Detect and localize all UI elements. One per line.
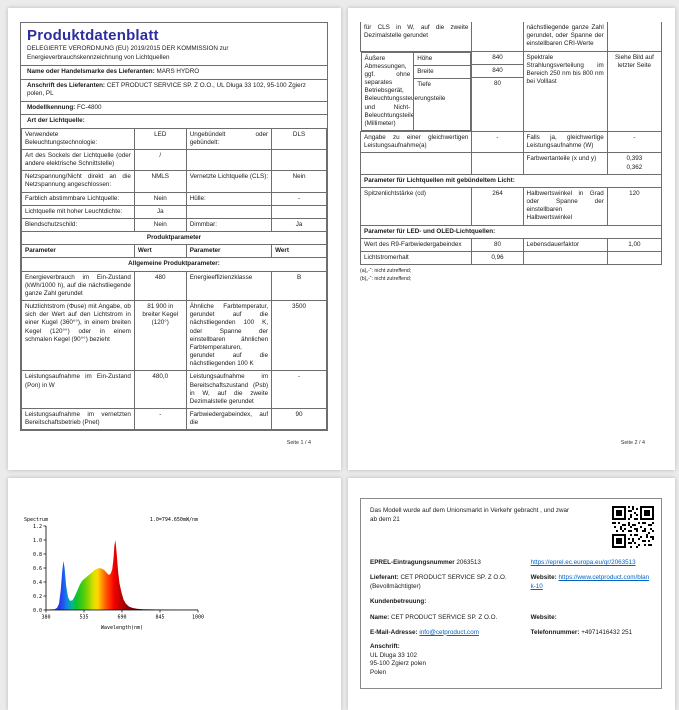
supplier-cell bbox=[370, 573, 531, 591]
param-value bbox=[272, 149, 327, 170]
name-value: CET PRODUCT SERVICE SP. Z O.O. bbox=[391, 613, 498, 621]
customer-service-header-row bbox=[370, 597, 652, 606]
param-label: Leistungsaufnahme im vernetzten Bereitschaftsbetrieb (Pnet) bbox=[22, 409, 135, 430]
document-page-4 bbox=[348, 478, 675, 710]
column-header: Parameter bbox=[186, 245, 271, 258]
param-label: Halbwertswinkel in Grad oder Spanne der einstellbaren Halbwertswinkel bbox=[523, 187, 607, 225]
section-header-row bbox=[361, 225, 662, 238]
param-value: DLS bbox=[272, 128, 327, 149]
param-value: Nein bbox=[272, 171, 327, 192]
supplier-address-row bbox=[21, 80, 327, 102]
source-type-header: Art der Lichtquelle: bbox=[27, 117, 85, 124]
y-tick-label: 0.2 bbox=[32, 593, 42, 600]
supplier-name-row bbox=[21, 66, 327, 80]
datasheet-box bbox=[20, 22, 328, 431]
table-row bbox=[22, 271, 327, 301]
param-label bbox=[361, 153, 472, 174]
y-tick-label: 1.0 bbox=[32, 537, 42, 544]
table-row bbox=[361, 251, 662, 264]
supplier-name-label: Name oder Handelsmarke des Lieferanten: bbox=[27, 68, 155, 75]
param-label: Farbwertanteile (x und y) bbox=[523, 153, 607, 174]
dim-width-label: Breite bbox=[414, 66, 470, 79]
spectrum-chart bbox=[22, 512, 218, 641]
page-footer: Seite 1 / 4 bbox=[286, 440, 311, 446]
website-link[interactable]: https://www.cetproduct.com/blank-10 bbox=[530, 574, 650, 591]
param-value: Nein bbox=[134, 218, 186, 231]
address-block bbox=[370, 643, 652, 678]
eprel-cell bbox=[370, 558, 531, 567]
document-page-3 bbox=[8, 478, 341, 710]
table-row bbox=[361, 153, 662, 174]
qr-code bbox=[612, 506, 654, 548]
contact-box bbox=[360, 498, 662, 689]
y-tick-label: 0.6 bbox=[32, 565, 42, 572]
column-header: Wert bbox=[272, 245, 327, 258]
dim-depth-label: Tiefe bbox=[417, 80, 431, 88]
product-parameter-header: Produktparameter bbox=[22, 232, 327, 245]
param-value bbox=[607, 22, 661, 51]
param-label: Art des Sockels der Lichtquelle (oder andere elektrische Schnittstelle) bbox=[22, 149, 135, 170]
spectrum-chart-svg bbox=[22, 512, 218, 636]
supplier-row bbox=[370, 573, 652, 591]
document-page-1 bbox=[8, 8, 341, 470]
name-row bbox=[370, 613, 652, 622]
param-label: Lichtstromerhalt bbox=[361, 251, 472, 264]
email-label: E-Mail-Adresse: bbox=[370, 628, 418, 636]
table-row bbox=[22, 371, 327, 409]
name-cell bbox=[370, 613, 531, 622]
param-label: Energieeffizienzklasse bbox=[186, 271, 271, 301]
address-line-1: UL Dluga 33 102 bbox=[370, 651, 418, 659]
dimensions-row bbox=[361, 51, 662, 132]
param-value: - bbox=[472, 132, 523, 153]
param-value: 80 bbox=[472, 238, 523, 251]
table-row bbox=[22, 301, 327, 371]
regulation-subtitle: DELEGIERTE VERORDNUNG (EU) 2019/2015 DER KOMMISSION zur Energieverbrauchskennzeichnung von Lichtquellen bbox=[21, 45, 327, 66]
param-label: Ungebündelt oder gebündelt: bbox=[186, 128, 271, 149]
section-header-row bbox=[22, 258, 327, 271]
param-label: Vernetzte Lichtquelle (CLS): bbox=[186, 171, 271, 192]
email-row bbox=[370, 628, 652, 637]
model-value: FC-4800 bbox=[77, 103, 102, 111]
param-value: Ja bbox=[134, 205, 186, 218]
param-value: 264 bbox=[472, 187, 523, 225]
param-value: - bbox=[272, 192, 327, 205]
param-label: Energieverbrauch im Ein-Zustand (kWh/1000 h), auf die nächstliegende ganze Zahl gerundet bbox=[22, 271, 135, 301]
table-row bbox=[22, 205, 327, 218]
param-label bbox=[186, 149, 271, 170]
parameter-table-continued bbox=[360, 22, 662, 265]
x-tick-label: 845 bbox=[155, 614, 165, 621]
param-value bbox=[607, 251, 661, 264]
param-label: Nutzlichtstrom (Φuse) mit Angabe, ob sich der Wert auf den Lichtstrom in einer Kugel (360°°), in einem breiten Kegel (120°°) oder in einem schmalen Kegel (90°°) bezieht bbox=[22, 301, 135, 371]
table-row bbox=[22, 192, 327, 205]
param-label: Hülle: bbox=[186, 192, 271, 205]
table-row bbox=[22, 149, 327, 170]
param-label: für CLS in W, auf die zweite Dezimalstelle gerundet bbox=[361, 22, 472, 51]
column-header-row bbox=[22, 245, 327, 258]
website-cell bbox=[531, 573, 652, 591]
y-tick-label: 1.2 bbox=[32, 523, 42, 530]
x-tick-label: 1000 bbox=[191, 614, 205, 621]
column-header: Parameter bbox=[22, 245, 135, 258]
eprel-label: EPREL-Eintragungsnummer bbox=[370, 559, 455, 566]
address-label: Anschrift: bbox=[370, 642, 400, 650]
param-value: / bbox=[134, 149, 186, 170]
param-value: B bbox=[272, 271, 327, 301]
chromaticity-values bbox=[607, 153, 661, 174]
param-value: 480,0 bbox=[134, 371, 186, 409]
footnote-b: (b)„-“: nicht zutreffend; bbox=[360, 276, 412, 283]
model-row bbox=[21, 102, 327, 116]
param-label: Angabe zu einer gleichwertigen Leistungsaufnahme(a) bbox=[361, 132, 472, 153]
market-intro-text: Das Modell wurde auf dem Unionsmarkt in Verkehr gebracht , und zwar ab dem 21 bbox=[370, 507, 570, 524]
column-header: Wert bbox=[134, 245, 186, 258]
supplier-name-value: MARS HYDRO bbox=[156, 68, 200, 75]
page-footer: Seite 2 / 4 bbox=[620, 440, 645, 446]
param-label: Lichtquelle mit hoher Leuchtdichte: bbox=[22, 205, 135, 218]
spectrum-area bbox=[46, 540, 198, 610]
param-label: Spitzenlichtstärke (cd) bbox=[361, 187, 472, 225]
param-label: Farbwiedergabeindex, auf die bbox=[186, 409, 271, 430]
x-axis-label: Wavelength(nm) bbox=[100, 625, 144, 631]
param-label: Leistungsaufnahme im Bereitschaftszustand (Psb) in W, auf die zweite Dezimalstelle gerundet bbox=[186, 371, 271, 409]
param-value: 1,00 bbox=[607, 238, 661, 251]
table-row bbox=[361, 22, 662, 51]
table-row bbox=[22, 409, 327, 430]
light-source-table bbox=[21, 128, 327, 431]
param-value: Ja bbox=[272, 218, 327, 231]
eprel-row bbox=[370, 558, 652, 567]
chromaticity-x: 0,393 bbox=[626, 155, 643, 163]
param-value: - bbox=[607, 132, 661, 153]
x-tick-label: 380 bbox=[41, 614, 51, 621]
phone-label: Telefonnummer: bbox=[530, 628, 580, 636]
spectral-label: Spektrale Strahlungsverteilung im Bereich 250 nm bis 800 nm bei Volllast bbox=[523, 51, 607, 132]
footnote-a: (a)„-“: nicht zutreffend; bbox=[360, 268, 412, 275]
page-title: Produktdatenblatt bbox=[27, 27, 159, 44]
section-header-row bbox=[22, 232, 327, 245]
dimensions-cell bbox=[361, 52, 472, 132]
param-label bbox=[523, 251, 607, 264]
dim-width-value: 840 bbox=[472, 65, 522, 78]
param-value: NMLS bbox=[134, 171, 186, 192]
supplier-label: Lieferant: bbox=[370, 574, 399, 582]
x-tick-label: 690 bbox=[117, 614, 127, 621]
param-value: 120 bbox=[607, 187, 661, 225]
param-label: nächstliegende ganze Zahl gerundet, oder Spanne der einstellbaren CRI-Werte bbox=[523, 22, 607, 51]
table-row bbox=[22, 171, 327, 192]
phone-cell bbox=[531, 628, 652, 637]
dimensions-label: Äußere Abmessungen, ggf. ohne separates Betriebsgerät, Beleuchtungssteuerungsteile und Nicht-Beleuchtungsteile (Millimeter) bbox=[364, 54, 446, 127]
model-label: Modellkennung: bbox=[27, 103, 76, 111]
supplier-value: CET PRODUCT SERVICE SP. Z O.O. (Bevollmächtigter) bbox=[370, 574, 507, 591]
param-label: Farblich abstimmbare Lichtquelle: bbox=[22, 192, 135, 205]
website2-cell bbox=[531, 613, 652, 622]
website-label: Website: bbox=[530, 574, 557, 582]
chromaticity-y: 0,362 bbox=[626, 163, 643, 171]
dimension-values bbox=[472, 51, 523, 132]
supplier-address-label: Anschrift des Lieferanten: bbox=[27, 81, 106, 89]
param-value: 3500 bbox=[272, 301, 327, 371]
chart-annotation: 1.0=794.650mW/nm bbox=[149, 517, 198, 523]
param-label: Verwendete Beleuchtungstechnologie: bbox=[22, 128, 135, 149]
chart-title: Spectrum bbox=[24, 517, 49, 523]
supplier-address-value: CET PRODUCT SERVICE SP. Z O.O., UL Dluga 33 102, 95-100 Zgierz polen, PL bbox=[27, 81, 306, 97]
param-value: LED bbox=[134, 128, 186, 149]
table-row bbox=[22, 128, 327, 149]
table-row bbox=[361, 187, 662, 225]
table-row bbox=[361, 132, 662, 153]
eprel-link-cell bbox=[531, 558, 652, 567]
y-tick-label: 0.8 bbox=[32, 551, 42, 558]
spectral-value: Siehe Bild auf letzter Seite bbox=[607, 51, 661, 132]
param-label: Wert des R9-Farbwiedergabeindex bbox=[361, 238, 472, 251]
param-value bbox=[472, 153, 523, 174]
document-page-2 bbox=[348, 8, 675, 470]
param-value: Nein bbox=[134, 192, 186, 205]
address-line-3: Polen bbox=[370, 669, 387, 677]
table-row bbox=[361, 238, 662, 251]
param-value: 0,96 bbox=[472, 251, 523, 264]
param-label: Netzspannung/Nicht direkt an die Netzspannung angeschlossen: bbox=[22, 171, 135, 192]
eprel-link[interactable]: https://eprel.ec.europa.eu/qr/2063513 bbox=[530, 559, 636, 566]
param-value bbox=[272, 205, 327, 218]
param-label: Leistungsaufnahme im Ein-Zustand (Pon) in W bbox=[22, 371, 135, 409]
directional-light-section-header: Parameter für Lichtquellen mit gebündeltem Licht: bbox=[361, 174, 662, 187]
param-label: Dimmbar: bbox=[186, 218, 271, 231]
website2-label: Website: bbox=[530, 613, 557, 621]
dim-depth-value: 80 bbox=[493, 79, 501, 87]
param-label: Falls ja, gleichwertige Leistungsaufnahme (W) bbox=[523, 132, 607, 153]
name-label: Name: bbox=[370, 613, 390, 621]
param-value bbox=[472, 22, 523, 51]
param-label: Ähnliche Farbtemperatur, gerundet auf die nächstliegenden 100 K, oder Spanne der einstellbaren ähnlichen Farbtemperaturen, gerundet auf die nächstliegenden 100 K bbox=[186, 301, 271, 371]
x-tick-label: 535 bbox=[79, 614, 89, 621]
y-tick-label: 0.0 bbox=[32, 607, 42, 614]
eprel-value: 2063513 bbox=[456, 559, 481, 566]
email-link[interactable]: info@cetproduct.com bbox=[419, 628, 479, 636]
led-oled-section-header: Parameter für LED- und OLED-Lichtquellen: bbox=[361, 225, 662, 238]
param-value: 480 bbox=[134, 271, 186, 301]
customer-service-header: Kundenbetreuung: bbox=[370, 598, 427, 606]
email-cell bbox=[370, 628, 531, 637]
footnotes bbox=[360, 267, 662, 284]
param-value: - bbox=[272, 371, 327, 409]
param-value: 90 bbox=[272, 409, 327, 430]
dim-height-label: Höhe bbox=[414, 53, 470, 66]
param-label: Lebensdauerfaktor bbox=[523, 238, 607, 251]
param-label: Blendschutzschild: bbox=[22, 218, 135, 231]
param-value: - bbox=[134, 409, 186, 430]
dimension-sublabels bbox=[413, 53, 470, 131]
phone-value: +4971416432 251 bbox=[581, 628, 633, 636]
datasheet-table-continued bbox=[360, 22, 662, 284]
section-header-row bbox=[361, 174, 662, 187]
param-label bbox=[186, 205, 271, 218]
table-row bbox=[22, 218, 327, 231]
intro-block bbox=[370, 506, 652, 552]
y-tick-label: 0.4 bbox=[32, 579, 42, 586]
dim-height-value: 840 bbox=[472, 52, 522, 65]
param-value: 81 900 in breiter Kegel (120°) bbox=[134, 301, 186, 371]
general-parameter-header: Allgemeine Produktparameter: bbox=[22, 258, 327, 271]
address-line-2: 95-100 Zgierz polen bbox=[370, 660, 427, 668]
